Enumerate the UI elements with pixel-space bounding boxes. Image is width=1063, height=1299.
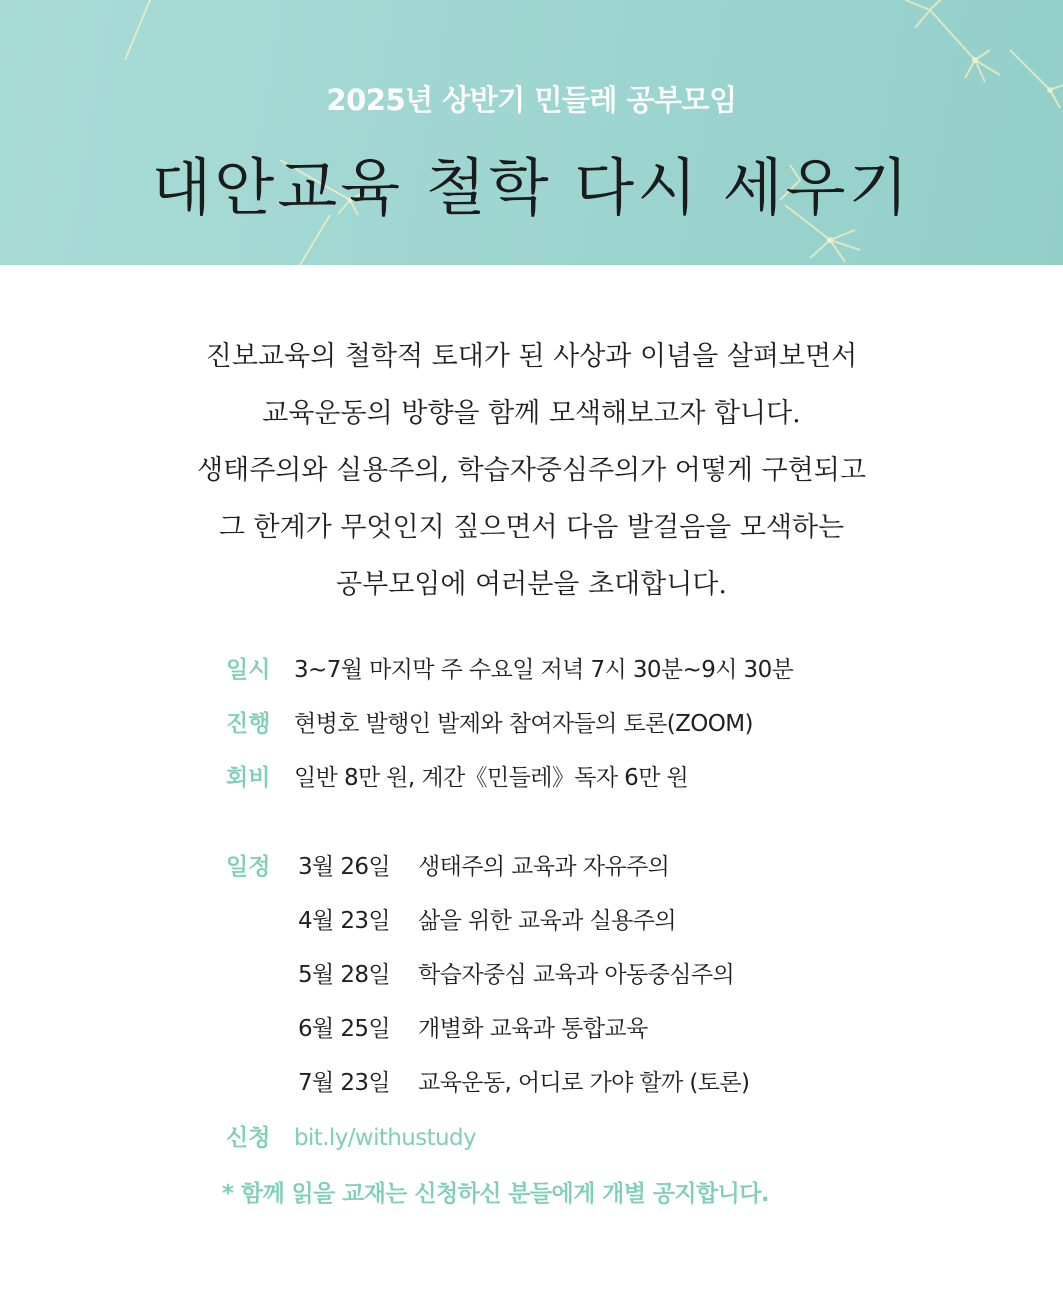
fee-value: 일반 8만 원, 계간《민들레》독자 6만 원 bbox=[294, 765, 689, 791]
intro-paragraph bbox=[0, 328, 1063, 613]
materials-note: * 함께 읽을 교재는 신청하신 분들에게 개별 공지합니다. bbox=[222, 1181, 770, 1207]
schedule-label: 일정 bbox=[226, 854, 271, 880]
schedule-topic: 생태주의 교육과 자유주의 bbox=[418, 854, 670, 880]
schedule-date: 6월 25일 bbox=[298, 1016, 391, 1042]
intro-line: 생태주의와 실용주의, 학습자중심주의가 어떻게 구현되고 bbox=[197, 455, 866, 486]
apply-label: 신청 bbox=[226, 1125, 271, 1151]
schedule-topic: 학습자중심 교육과 아동중심주의 bbox=[418, 962, 735, 988]
datetime-row bbox=[226, 651, 793, 691]
schedule-topic: 개별화 교육과 통합교육 bbox=[418, 1016, 648, 1042]
schedule-topic: 교육운동, 어디로 가야 할까 (토론) bbox=[418, 1070, 750, 1096]
host-value: 현병호 발행인 발제와 참여자들의 토론(ZOOM) bbox=[294, 711, 753, 737]
schedule-date: 5월 28일 bbox=[298, 962, 391, 988]
page-title: 대안교육 철학 다시 세우기 bbox=[151, 151, 912, 224]
apply-link[interactable]: bit.ly/withustudy bbox=[294, 1125, 477, 1151]
schedule-item bbox=[226, 848, 669, 888]
datetime-label: 일시 bbox=[226, 657, 271, 683]
schedule-topic: 삶을 위한 교육과 실용주의 bbox=[418, 908, 676, 934]
intro-line: 진보교육의 철학적 토대가 된 사상과 이념을 살펴보면서 bbox=[205, 341, 858, 372]
schedule-item bbox=[298, 1010, 648, 1050]
host-label: 진행 bbox=[226, 711, 271, 737]
schedule-date: 3월 26일 bbox=[298, 854, 391, 880]
header-banner bbox=[0, 0, 1063, 265]
fee-row bbox=[226, 759, 688, 799]
schedule-date: 7월 23일 bbox=[298, 1070, 391, 1096]
schedule-item bbox=[298, 1064, 749, 1104]
intro-line: 공부모임에 여러분을 초대합니다. bbox=[336, 569, 727, 600]
intro-line: 교육운동의 방향을 함께 모색해보고자 합니다. bbox=[262, 398, 801, 429]
schedule-item bbox=[298, 956, 734, 996]
schedule-item bbox=[298, 902, 676, 942]
datetime-value: 3~7월 마지막 주 수요일 저녁 7시 30분~9시 30분 bbox=[294, 657, 794, 683]
schedule-date: 4월 23일 bbox=[298, 908, 391, 934]
apply-row bbox=[226, 1119, 476, 1159]
fee-label: 회비 bbox=[226, 765, 271, 791]
header-subtitle: 2025년 상반기 민들레 공부모임 bbox=[326, 83, 737, 117]
host-row bbox=[226, 705, 753, 745]
intro-line: 그 한계가 무엇인지 짚으면서 다음 발걸음을 모색하는 bbox=[218, 512, 845, 543]
